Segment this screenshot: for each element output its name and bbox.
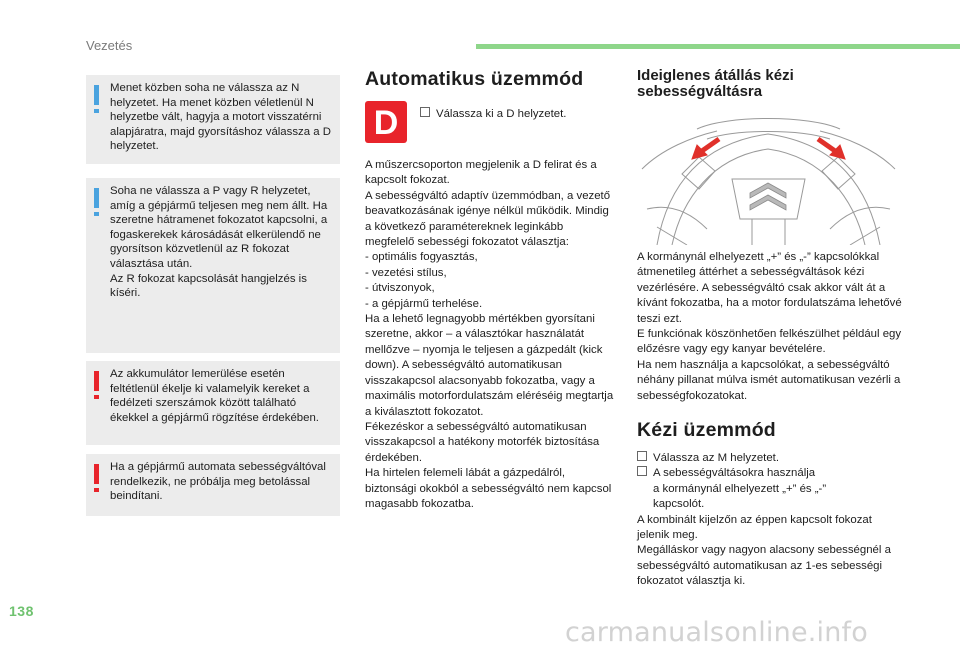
checkbox-icon bbox=[420, 107, 430, 117]
section-title: Vezetés bbox=[86, 38, 133, 53]
note-text: Az akkumulátor lemerülése esetén feltétlenül ékelje ki valamelyik kereket a fedélzeti szerszámok között található ékekkel a gépjármű rögzítése érdekében. bbox=[110, 368, 319, 424]
steering-wheel-paddles-illustration bbox=[637, 109, 900, 245]
step-text: A sebességváltásokra használja bbox=[653, 467, 816, 480]
list-item: - optimális fogyasztás, bbox=[365, 251, 478, 264]
header-accent-bar bbox=[476, 44, 960, 49]
auto-mode-title: Automatikus üzemmód bbox=[365, 68, 584, 90]
checkbox-icon bbox=[637, 451, 647, 461]
manual-step bbox=[637, 466, 907, 481]
auto-select-step bbox=[420, 107, 566, 122]
manual-step bbox=[637, 451, 907, 466]
paragraph: Ha nem használja a kapcsolókat, a sebességváltó néhány pillanat múlva ismét automatikusan vezérli a sebességfokozatokat. bbox=[637, 358, 901, 402]
manual-mode-title: Kézi üzemmód bbox=[637, 419, 776, 441]
info-note-park-reverse bbox=[86, 178, 340, 353]
paragraph: Ha a lehető legnagyobb mértékben gyorsítani szeretne, akkor – a választókar használatát mellőzve – nyomja le teljesen a gázpedált (kick down). A sebességváltó automatikusan visszakapcsol alacsonyabb fokozatba, vagy a maximális motorfordulatszám eléréséig megtartja a kiválasztott fokozatot. bbox=[365, 313, 614, 418]
paragraph: Fékezéskor a sebességváltó automatikusan visszakapcsol a hatékony motorfék biztosítása érdekében. bbox=[365, 420, 600, 464]
title-line: sebességváltásra bbox=[637, 83, 763, 100]
step-text: Válassza ki a D helyzetet. bbox=[436, 108, 567, 120]
warning-icon bbox=[94, 464, 99, 484]
info-icon bbox=[94, 188, 99, 208]
auto-mode-body bbox=[365, 158, 615, 512]
info-icon bbox=[94, 85, 99, 105]
checkbox-icon bbox=[637, 466, 647, 476]
note-text: Menet közben soha ne válassza az N helyzetet. Ha menet közben véletlenül N helyzetbe vált, hagyja a motort visszatérni alapjáratra, majd gyorsításhoz válassza a D helyzetet. bbox=[110, 82, 331, 153]
note-text: Az R fokozat kapcsolását hangjelzés is kíséri. bbox=[110, 272, 307, 300]
watermark: carmanualsonline.info bbox=[565, 617, 868, 648]
paragraph: A sebességváltó adaptív üzemmódban, a vezető beavatkozásának igénye nélkül működik. Mindig a következő paramétereknek leginkább megfelelő sebességi fokozatot választja: bbox=[365, 189, 611, 249]
step-text: a kormánynál elhelyezett „+” és „-” bbox=[653, 482, 827, 495]
note-text: Ha a gépjármű automata sebességváltóval rendelkezik, ne próbálja meg betolással beindítani. bbox=[110, 461, 326, 503]
step-text: kapcsolót. bbox=[653, 498, 705, 511]
list-item: - útviszonyok, bbox=[365, 282, 435, 295]
warning-note-battery bbox=[86, 361, 340, 445]
paragraph: E funkciónak köszönhetően felkészülhet például egy előzésre vagy egy kanyar bevételére. bbox=[637, 328, 902, 356]
title-line: Ideiglenes átállás kézi bbox=[637, 67, 794, 84]
note-text: Soha ne válassza a P vagy R helyzetet, amíg a gépjármű teljesen meg nem állt. Ha szeretne hátramenet fokozatot kapcsolni, a fogaskerekek károsádását elkerülendő ne gyorsítson közvetlenül az R fokozat választása után. bbox=[110, 185, 328, 270]
warning-note-push-start bbox=[86, 454, 340, 516]
temp-manual-title bbox=[637, 68, 794, 100]
paragraph: Megálláskor vagy nagyon alacsony sebességnél a sebességváltó automatikusan az 1-es sebességi fokozatot választja ki. bbox=[637, 544, 891, 588]
gear-d-icon: D bbox=[365, 101, 407, 143]
paragraph: A kombinált kijelzőn az éppen kapcsolt fokozat jelenik meg. bbox=[637, 513, 872, 542]
warning-icon bbox=[94, 371, 99, 391]
paragraph: A kormánynál elhelyezett „+” és „-” kapcsolókkal átmenetileg áttérhet a sebességváltások kézi vezérlésére. A sebességváltó csak akkor vált át a kívánt fokozatba, ha a motor fordulatszáma lehetővé teszi ezt. bbox=[637, 251, 902, 325]
page-number: 138 bbox=[9, 603, 34, 619]
list-item: - vezetési stílus, bbox=[365, 266, 447, 279]
step-text: Válassza az M helyzetet. bbox=[653, 452, 779, 464]
temp-manual-body bbox=[637, 250, 907, 404]
paragraph: Ha hirtelen felemeli lábát a gázpedálról, biztonsági okokból a sebességváltó nem kapcsol magasabb fokozatba. bbox=[365, 467, 612, 510]
paragraph: A műszercsoporton megjelenik a D felirat és a kapcsolt fokozat. bbox=[365, 159, 597, 187]
list-item: - a gépjármű terhelése. bbox=[365, 297, 483, 310]
manual-mode-body bbox=[637, 451, 907, 590]
info-note-neutral bbox=[86, 75, 340, 164]
